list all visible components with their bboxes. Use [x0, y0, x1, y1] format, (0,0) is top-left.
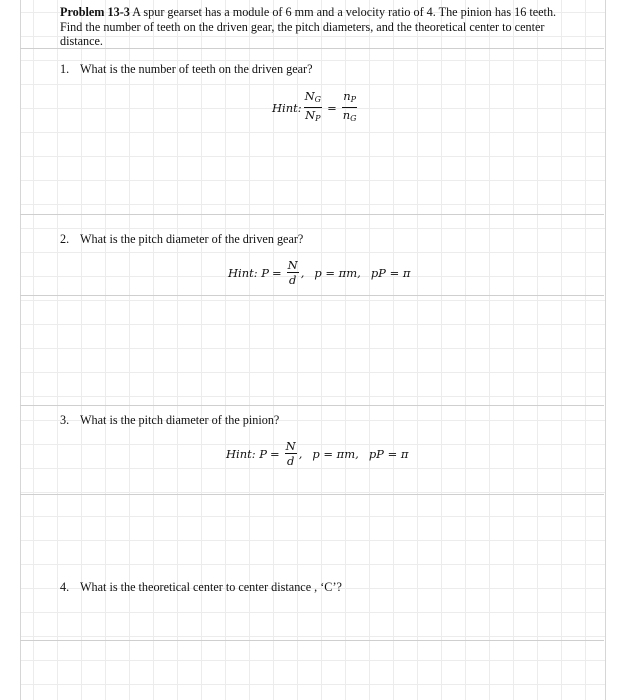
question-number: 2. [60, 232, 70, 246]
circular-pitch-equation: p = πm, [312, 446, 359, 461]
problem-number: Problem 13-3 [60, 5, 130, 19]
question-2 [60, 232, 303, 247]
fraction-denominator: d [289, 273, 297, 287]
fraction-numerator [304, 90, 322, 108]
fraction-denominator [342, 108, 358, 125]
symbol-n: N [304, 89, 315, 103]
fraction-numerator: N [287, 258, 298, 272]
circular-pitch-equation: p = πm, [314, 265, 361, 280]
hint-2 [228, 259, 410, 286]
fraction-numerator: N [285, 439, 296, 453]
divider-line [20, 494, 604, 495]
hint-label: Hint: P [226, 446, 268, 461]
subscript-p: P [315, 114, 321, 123]
subscript-p: P [350, 95, 357, 104]
question-4 [60, 580, 342, 595]
divider-line [20, 295, 604, 296]
pitch-product-equation: pP = π [368, 446, 409, 461]
fraction-n-d [287, 259, 299, 286]
fraction-np-ng [342, 90, 358, 125]
hint-3 [226, 440, 408, 467]
question-text: What is the pitch diameter of the pinion? [80, 413, 280, 427]
fraction-ng-np [304, 90, 322, 125]
question-number: 1. [60, 62, 70, 76]
subscript-g: G [314, 95, 322, 104]
symbol-n: N [305, 108, 316, 122]
question-number: 3. [60, 413, 70, 427]
symbol-n-lower: n [343, 89, 351, 103]
divider-line [20, 405, 604, 406]
question-text: What is the number of teeth on the driven gear? [80, 62, 313, 76]
fraction-n-d [285, 440, 297, 467]
equals-sign: = [270, 446, 280, 461]
pitch-product-equation: pP = π [370, 265, 411, 280]
problem-statement [60, 5, 565, 49]
question-text: What is the theoretical center to center distance , ‘C’? [80, 580, 342, 594]
hint-label: Hint: [272, 100, 302, 115]
comma: , [300, 265, 305, 280]
question-3 [60, 413, 279, 428]
fraction-numerator [342, 90, 357, 108]
question-text: What is the pitch diameter of the driven gear? [80, 232, 304, 246]
hint-label: Hint: P [228, 265, 270, 280]
comma: , [298, 446, 303, 461]
subscript-g: G [350, 114, 357, 123]
fraction-denominator: d [287, 454, 295, 468]
equals-sign: = [327, 100, 337, 115]
fraction-denominator [304, 108, 321, 125]
divider-line [20, 214, 604, 215]
equals-sign: = [272, 265, 282, 280]
symbol-n-lower: n [342, 108, 351, 122]
hint-1 [272, 90, 360, 125]
divider-line [20, 640, 604, 641]
problem-text: A spur gearset has a module of 6 mm and a velocity ratio of 4. The pinion has 16 teeth. Find the number of teeth on the driven gear, the pitch diameters, and the theoretical center to center distance. [60, 5, 557, 48]
question-number: 4. [60, 580, 70, 594]
question-1 [60, 62, 313, 77]
